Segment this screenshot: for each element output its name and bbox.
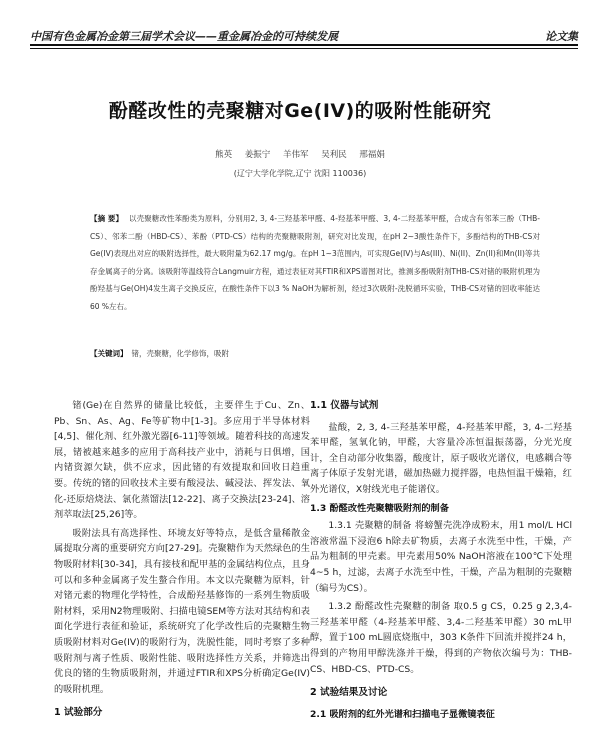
reagents-paragraph: 盐酸，2, 3, 4-三羟基苯甲醛，4-羟基苯甲醛，3, 4-二羟基苯甲醛，氢氧化钠，甲醛，大容量冷冻恒温振荡器，分光光度计，全自动部分收集器，酸度计，原子吸收光谱仪，电感耦合等离子体原子发射光谱，磁加热磁力搅拌器，电热恒温干燥箱，红外光谱仪，X射线光电子能谱仪。 (310, 421, 572, 495)
keywords-label: 【关键词】 (90, 349, 128, 358)
conference-name: 中国有色金属冶金第三届学术会议——重金属冶金的可持续发展 (30, 30, 338, 43)
subsection-heading-1-3: 1.3 酚醛改性壳聚糖吸附剂的制备 (310, 502, 449, 514)
right-column (310, 398, 572, 724)
section-heading-2: 2 试验结果及讨论 (310, 687, 388, 699)
paper-title: 酚醛改性的壳聚糖对Ge(IV)的吸附性能研究 (108, 100, 492, 122)
keywords-text: 锗，壳聚糖，化学修饰，吸附 (131, 349, 229, 358)
header-rule-thick (30, 44, 578, 46)
intro-paragraph-2: 吸附法具有高选择性、环境友好等特点，是低含量稀散金属提取分离的重要研究方向[27-29]。壳聚糖作为天然绿色的生物吸附材料[30-34]，具有接枝和配甲基的金属结构位点，且身可以和多种金属离子发生螯合作用。本文以壳聚糖为原料，针对锗元素的物理化学特性，合成酚羟基修饰的一系列生物质吸附材料，采用N2物理吸附、扫描电镜SEM等方法对其结构和表面化学进行表征和验证，系统研究了化学改性后的壳聚糖生物质吸附材料对Ge(IV)的吸附行为，洗脱性能，同时考察了多种吸附剂与离子性质、吸附性能、吸附选择性方关系，并筛选出优良的锗的生物质吸附剂，并通过FTIR和XPS分析确定Ge(IV)的吸附机理。 (54, 527, 310, 695)
affiliation: (辽宁大学化学院,辽宁 沈阳 110036) (233, 169, 367, 178)
authors: 熊英 姜振宁 羊伟军 吴利民 邢福娟 (215, 150, 385, 160)
paragraph-1-3-2: 1.3.2 酚醛改性壳聚糖的制备 取0.5 g CS，0.25 g 2,3,4-三羟基苯甲醛（4-羟基苯甲醛、3,4-二羟基苯甲醛）30 mL甲醇，置于100 mL圆底烧瓶中，303 K条件下回流并搅拌24 h，得到的产物用甲醇洗涤并干燥，得到的产物依次编号为：THB-CS、HBD-CS、PTD-CS。 (310, 601, 572, 675)
abstract (90, 210, 540, 315)
left-column (54, 398, 310, 727)
paragraph-1-3-1: 1.3.1 壳聚糖的制备 将螃蟹壳洗净成粉末，用1 mol/L HCl溶液常温下浸泡6 h除去矿物质，去离子水洗至中性，干燥，产品为粗制的甲壳素。甲壳素用50% NaOH溶液在100℃下处理4~5 h，过滤，去离子水洗至中性，干燥，产品为粗制的壳聚糖（编号为CS）。 (310, 520, 572, 594)
keywords (90, 348, 540, 359)
intro-paragraph-1: 锗(Ge)在自然界的储量比较低，主要伴生于Cu、Zn、Pb、Sn、As、Ag、Fe等矿物中[1-3]。多应用于半导体材料[4,5]、催化剂、红外激光器[6-11]等领域。随着科技的高速发展，锗被越来越多的应用于高科技产业中，消耗与日俱增，国内锗资源欠缺，供不应求，因此锗的有效提取和回收日趋重要。传统的锗的回收技术主要有酸浸法、碱浸法、挥发法、氧化-还原焙烧法、氯化蒸馏法[12-22]、离子交换法[23-24]、溶剂萃取法[25,26]等。 (54, 400, 310, 521)
abstract-text: 以壳聚糖改性苯酚类为原料，分别用2, 3, 4-三羟基苯甲醛、4-羟基苯甲醛、3, 4-二羟基苯甲醛，合成含有邻苯三酚（THB-CS）、邻苯二酚（HBD-CS）、苯酚（PTD-CS）结构的壳聚糖吸附剂，研究对比发现，在pH 2~3酸性条件下，多酚结构的THB-CS对Ge(IV)表现出对应的吸附选择性，最大吸附量为62.17 mg/g。在pH 1~3范围内，可实现Ge(IV)与As(III)、Ni(II)、Zn(II)和Mn(II)等共存金属离子的分离。该吸附等温线符合Langmuir方程，通过表征对其FTIR和XPS谱图对比，推测多酚吸附剂THB-CS对锗的吸附机理为酚羟基与Ge(OH)4发生离子交换反应，在酸性条件下以3 % NaOH为解析剂，经过3次吸附-洗脱循环实验，THB-CS对锗的回收率能达60 %左右。 (90, 214, 540, 311)
abstract-label: 【摘 要】 (90, 214, 124, 223)
section-heading-1: 1 试验部分 (54, 707, 103, 719)
section-label: 论文集 (545, 30, 578, 43)
subsection-heading-1-1: 1.1 仪器与试剂 (310, 400, 379, 411)
running-header (30, 20, 578, 44)
subsection-heading-2-1: 2.1 吸附剂的红外光谱和扫描电子显微镜表征 (310, 708, 495, 720)
header-rule-thin (30, 48, 578, 49)
